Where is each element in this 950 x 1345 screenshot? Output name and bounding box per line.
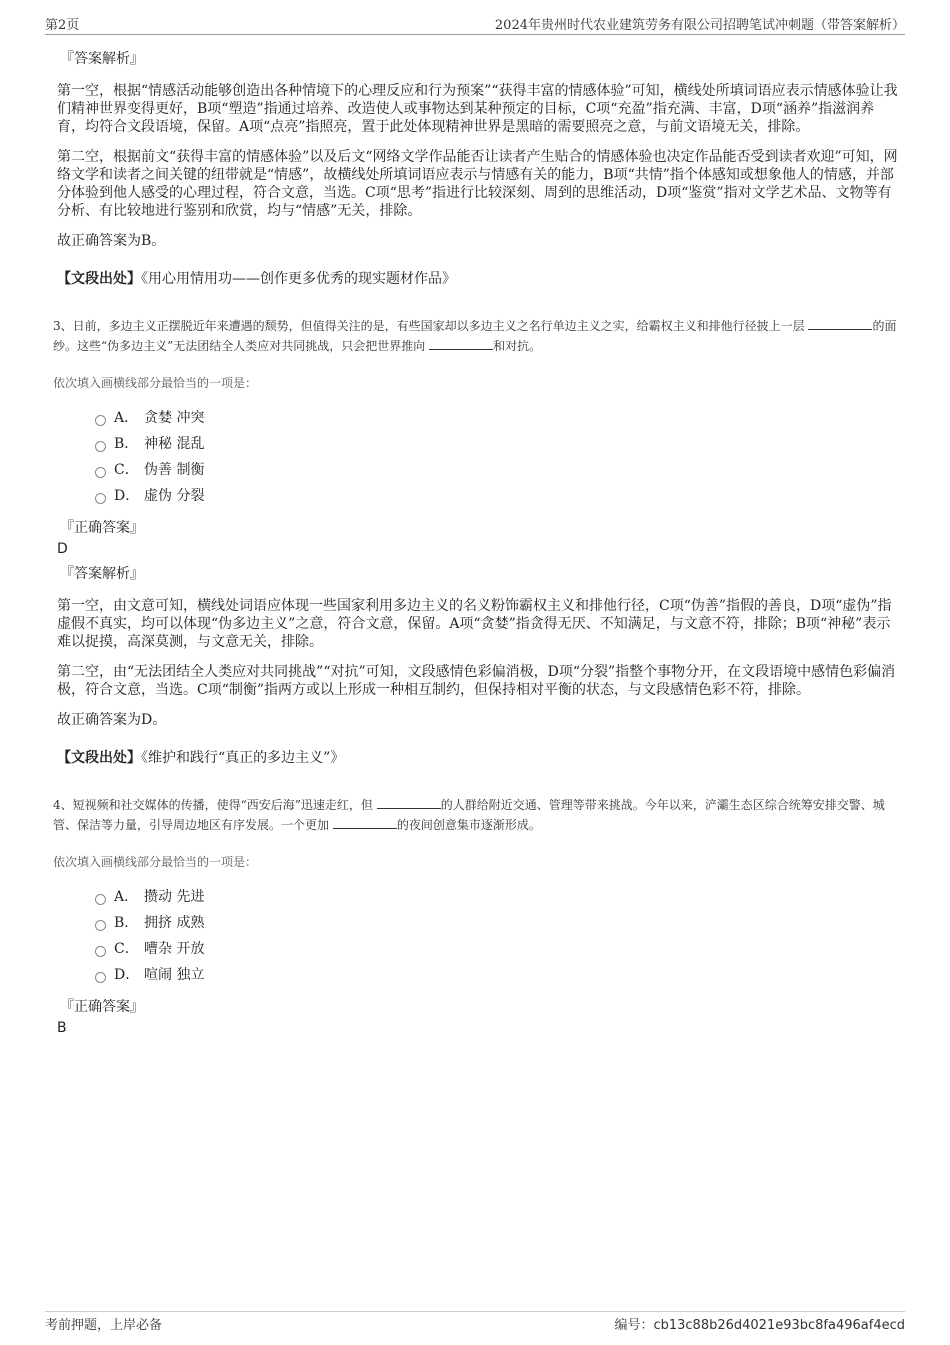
source-label: 【文段出处】 (57, 271, 141, 287)
option-text: 伪善 制衡 (144, 462, 205, 478)
q4-stem-part: 4、短视频和社交媒体的传播，使得“西安后海”迅速走红，但 (53, 798, 373, 812)
page-footer (45, 1311, 905, 1338)
q4-option-b[interactable] (95, 910, 900, 936)
option-text: 贪婪 冲突 (144, 410, 205, 426)
q4-stem (53, 795, 900, 835)
page-header (45, 14, 905, 35)
radio-icon[interactable] (95, 920, 106, 931)
radio-icon[interactable] (95, 972, 106, 983)
blank-line (808, 317, 872, 330)
q3-answer-title: 『正确答案』 (60, 520, 144, 536)
page-number: 第2页 (45, 18, 80, 33)
q3-analysis-p1: 第一空，由文意可知，横线处词语应体现一些国家利用多边主义的名义粉饰霸权主义和排他行径，C项“伪善”指假的善良，D项“虚伪”指虚假不真实，均可以体现“伪多边主义”之意，符合文意，保留。A项“贪婪”指贪得无厌、不知满足，与文意不符，排除；B项“神秘”表示难以捉摸，高深莫测，与文意无关，排除。 (57, 598, 892, 650)
document-code (614, 1314, 905, 1333)
q3-stem-part: 3、日前，多边主义正摆脱近年来遭遇的颓势，但值得关注的是，有些国家却以多边主义之名行单边主义之实，给霸权主义和排他行径披上一层 (53, 319, 805, 333)
q3-stem (53, 316, 900, 356)
blank-line (377, 796, 441, 809)
option-text: 神秘 混乱 (144, 436, 205, 452)
q4-option-a[interactable] (95, 884, 900, 910)
option-letter: A． (114, 410, 139, 426)
q4-stem-part: 的夜间创意集市逐渐形成。 (396, 818, 541, 832)
q3-stem-part: 和对抗。 (493, 339, 542, 353)
q3-option-d[interactable] (95, 483, 900, 509)
q2-source (57, 268, 900, 288)
radio-icon[interactable] (95, 946, 106, 957)
q4-option-d[interactable] (95, 962, 900, 988)
q4-answer-title: 『正确答案』 (60, 999, 144, 1015)
q3-prompt: 依次填入画横线部分最恰当的一项是： (53, 376, 258, 390)
q3-analysis-title: 『答案解析』 (60, 566, 144, 582)
radio-icon[interactable] (95, 441, 106, 452)
option-letter: B． (114, 915, 139, 931)
document-title: 2024年贵州时代农业建筑劳务有限公司招聘笔试冲刺题（带答案解析） (494, 18, 905, 33)
blank-line (429, 337, 493, 350)
radio-icon[interactable] (95, 467, 106, 478)
option-letter: C． (114, 941, 139, 957)
option-letter: C． (114, 462, 139, 478)
code-value: cb13c88b26d4021e93bc8fa496af4ecd (653, 1318, 905, 1333)
q2-analysis-p2: 第二空，根据前文“获得丰富的情感体验”以及后文“网络文学作品能否让读者产生贴合的情感体验也决定作品能否受到读者欢迎”可知，网络文学和读者之间关键的纽带就是“情感”，故横线处所填词语应表示与情感有关的能力，B项“共情”指个体感知或想象他人的情感，并部分体验到他人感受的心理过程，符合文意，当选。C项“思考”指进行比较深刻、周到的思维活动，D项“鉴赏”指对文学艺术品、文物等有分析、有比较地进行鉴别和欣赏，均与“情感”无关，排除。 (57, 149, 898, 219)
option-letter: D． (114, 488, 140, 504)
q3-analysis-p2: 第二空，由“无法团结全人类应对共同挑战”“对抗”可知，文段感情色彩偏消极，D项“分裂”指整个事物分开，在文段语境中感情色彩偏消极，符合文意，当选。C项“制衡”指两方或以上形成一种相互制约，但保持相对平衡的状态，与文段感情色彩不符，排除。 (57, 664, 896, 698)
q4-prompt: 依次填入画横线部分最恰当的一项是： (53, 855, 258, 869)
option-letter: D． (114, 967, 140, 983)
source-text: 《用心用情用功——创作更多优秀的现实题材作品》 (141, 271, 456, 287)
q2-conclusion: 故正确答案为B。 (57, 233, 166, 249)
option-text: 嘈杂 开放 (144, 941, 205, 957)
radio-icon[interactable] (95, 894, 106, 905)
q4-answer: B (57, 1020, 67, 1036)
code-label: 编号： (614, 1318, 654, 1333)
q3-options (95, 405, 900, 509)
footer-slogan: 考前押题，上岸必备 (45, 1318, 163, 1333)
option-text: 虚伪 分裂 (144, 488, 205, 504)
q3-option-b[interactable] (95, 431, 900, 457)
q4-stem-part: 的人群给附近交通、管理等带来挑战。今年以来，浐灞生态区综合统筹安排交警、城管、保洁等力量，引导周边地区有序发展。一个更加 (53, 798, 885, 832)
q3-answer: D (57, 541, 68, 557)
source-text: 《维护和践行“真正的多边主义”》 (141, 750, 345, 766)
radio-icon[interactable] (95, 415, 106, 426)
option-letter: A． (114, 889, 139, 905)
q4-option-c[interactable] (95, 936, 900, 962)
q3-option-c[interactable] (95, 457, 900, 483)
source-label: 【文段出处】 (57, 750, 141, 766)
main-content (53, 48, 900, 1042)
option-text: 攒动 先进 (144, 889, 205, 905)
q4-options (95, 884, 900, 988)
q2-analysis-p1: 第一空，根据“情感活动能够创造出各种情境下的心理反应和行为预案”“获得丰富的情感体验”可知，横线处所填词语应表示情感体验让我们精神世界变得更好，B项“塑造”指通过培养、改造使人或事物达到某种预定的目标，C项“充盈”指充满、丰富，D项“涵养”指滋润养育，均符合文段语境，保留。A项“点亮”指照亮，置于此处体现精神世界是黑暗的需要照亮之意，与前文语境无关，排除。 (57, 83, 898, 135)
q2-analysis-title: 『答案解析』 (60, 51, 144, 67)
q3-source (57, 747, 900, 767)
option-text: 喧闹 独立 (144, 967, 205, 983)
q3-option-a[interactable] (95, 405, 900, 431)
blank-line (333, 816, 397, 829)
radio-icon[interactable] (95, 493, 106, 504)
q3-stem-part: 的面纱。这些“伪多边主义”无法团结全人类应对共同挑战，只会把世界推向 (53, 319, 897, 353)
q3-conclusion: 故正确答案为D。 (57, 712, 167, 728)
option-letter: B． (114, 436, 139, 452)
option-text: 拥挤 成熟 (144, 915, 205, 931)
